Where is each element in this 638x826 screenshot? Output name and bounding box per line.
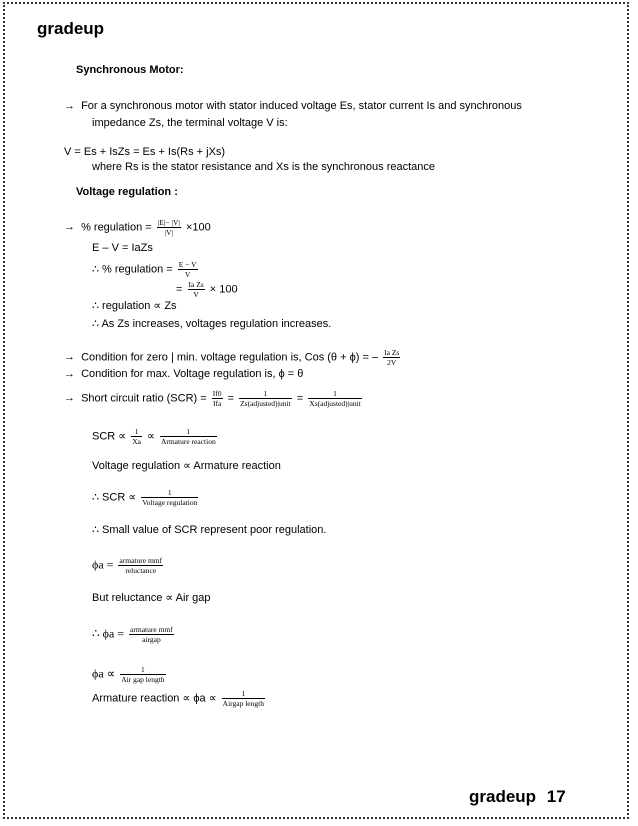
footer <box>469 787 566 807</box>
scr-voltage-regulation-proportion: ∴ SCR ∝ $\frac{1}{\text{Voltage regulation}}$ <box>92 488 198 507</box>
section-title: Synchronous Motor: <box>76 64 184 76</box>
scr-proportion: SCR ∝ $\frac{1}{Xa}$ ∝ $\frac{1}{\text{Armature reaction}}$ <box>92 427 216 446</box>
voltage-regulation-armature-line: Voltage regulation ∝ Armature reaction <box>92 460 281 472</box>
right-arrow-icon: → <box>64 100 75 112</box>
right-arrow-icon: → <box>64 368 75 380</box>
fraction: $\frac{1}{\text{Armature reaction}}$ <box>160 427 216 446</box>
regulation-prop-line: ∴ regulation ∝ Zs <box>92 300 177 312</box>
right-arrow-icon: → <box>64 392 75 405</box>
fraction: $\frac{\text{Ia Zs}}{V}$ <box>188 280 204 299</box>
fraction: $\frac{1}{Xa}$ <box>132 427 141 446</box>
scr-definition: → Short circuit ratio (SCR) = $\frac{If0}{\text{Ifa}}$ = $\frac{1}{\text{Zs(adjusted)|unit}}$ = $\frac{1}{\text{Xs(adjusted)|unit}}$ <box>64 389 361 408</box>
right-arrow-icon: → <box>64 221 75 234</box>
intro-line-2: impedance Zs, the terminal voltage V is: <box>92 117 288 129</box>
terminal-voltage-equation: V = Es + IsZs = Es + Is(Rs + jXs) <box>64 146 226 158</box>
intro-line-1: → For a synchronous motor with stator induced voltage Es, stator current Is and synchronous <box>64 100 522 112</box>
armature-reaction-prop: Armature reaction ∝ ϕa ∝ $\frac{1}{\text{Airgap length}}$ <box>92 689 264 708</box>
max-regulation-condition: → Condition for max. Voltage regulation is, ϕ = θ <box>64 368 304 380</box>
header-brand: gradeup <box>37 19 105 38</box>
fraction: $\frac{1}{\text{Air gap length}}$ <box>121 665 165 684</box>
flux-prop-airgap-length: ϕa ∝ $\frac{1}{\text{Air gap length}}$ <box>92 665 165 684</box>
fraction: $\frac{\text{armature mmf}}{\text{reluctance}}$ <box>119 556 163 575</box>
voltage-regulation-title: Voltage regulation : <box>76 186 178 198</box>
flux-airgap-formula: ∴ ϕa = $\frac{\text{armature mmf}}{\text{airgap}}$ <box>92 625 173 644</box>
reluctance-airgap-line: But reluctance ∝ Air gap <box>92 592 211 604</box>
flux-formula: ϕa = $\frac{\text{armature mmf}}{\text{reluctance}}$ <box>92 556 163 575</box>
fraction: $\frac{|E|- |V|}{|V|}$ <box>157 218 180 237</box>
fraction: $\frac{1}{\text{Voltage regulation}}$ <box>142 488 198 507</box>
page-number: 17 <box>546 787 566 806</box>
fraction: $\frac{E - V}{V}$ <box>178 260 197 279</box>
pct-regulation-formula-3: = $\frac{\text{Ia Zs}}{V}$ × 100 <box>176 280 238 299</box>
fraction: $\frac{\text{Ia Zs}}{2V}$ <box>384 348 400 367</box>
e-minus-v-line: E – V = IaZs <box>92 242 153 254</box>
footer-brand: gradeup <box>469 787 537 806</box>
right-arrow-icon: → <box>64 351 75 364</box>
where-line: where Rs is the stator resistance and Xs is the synchronous reactance <box>92 161 436 173</box>
fraction: $\frac{1}{\text{Zs(adjusted)|unit}}$ <box>240 389 291 408</box>
fraction: $\frac{1}{\text{Xs(adjusted)|unit}}$ <box>309 389 361 408</box>
small-scr-line: ∴ Small value of SCR represent poor regulation. <box>92 524 327 536</box>
pct-regulation-formula: → % regulation = $\frac{|E|- |V|}{|V|}$ ×100 <box>64 218 211 237</box>
fraction: $\frac{If0}{\text{Ifa}}$ <box>212 389 222 408</box>
zero-regulation-condition: → Condition for zero | min. voltage regulation is, Cos (θ + ϕ) = – $\frac{\text{Ia Zs}}{2V}$ <box>64 348 400 367</box>
as-zs-increases-line: ∴ As Zs increases, voltages regulation increases. <box>92 318 332 330</box>
fraction: $\frac{\text{armature mmf}}{\text{airgap}}$ <box>130 625 173 644</box>
pct-regulation-formula-2: ∴ % regulation = $\frac{E - V}{V}$ <box>92 260 197 279</box>
fraction: $\frac{1}{\text{Airgap length}}$ <box>222 689 264 708</box>
